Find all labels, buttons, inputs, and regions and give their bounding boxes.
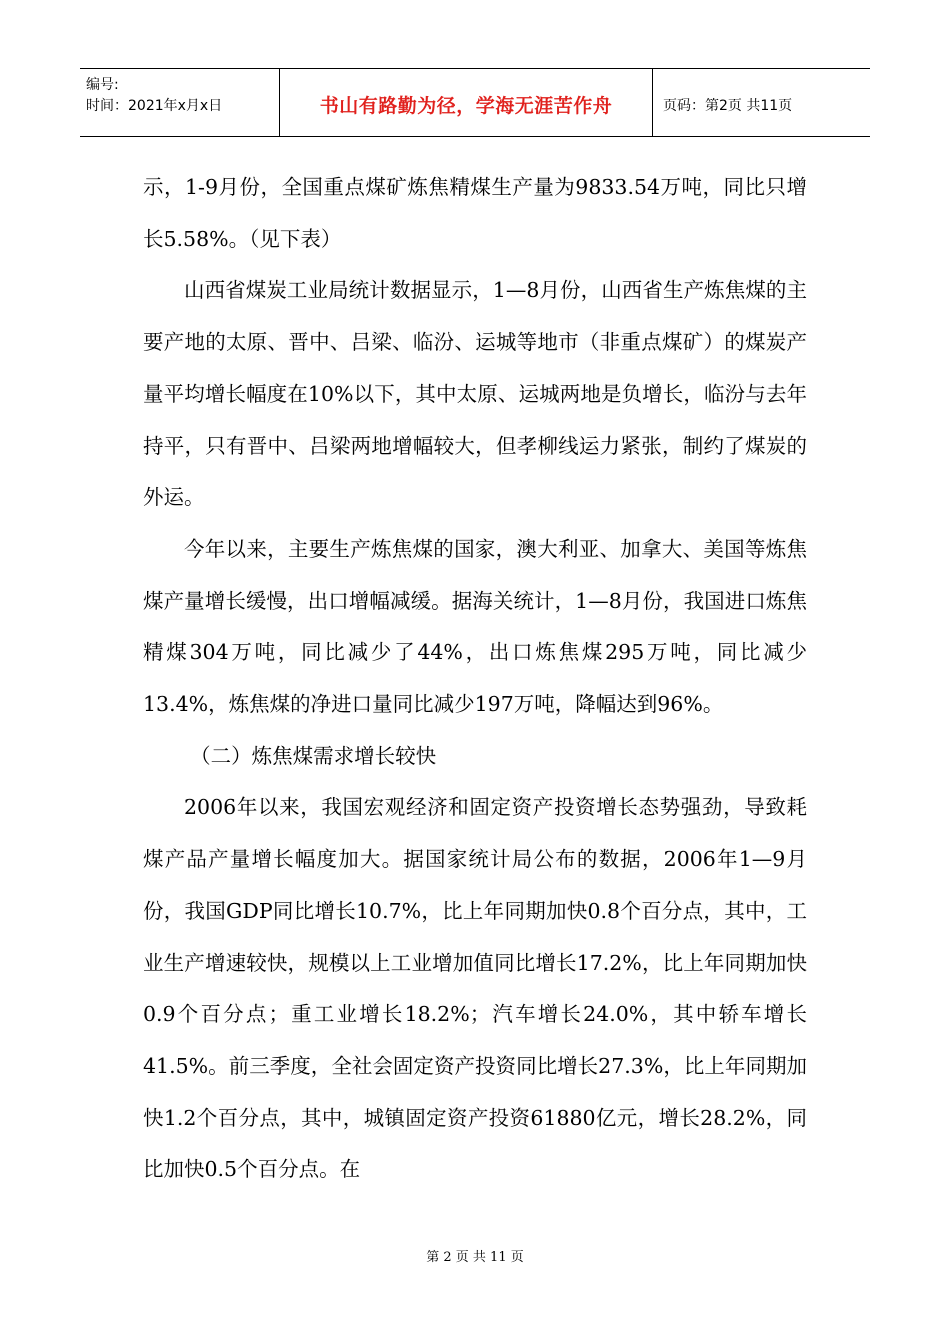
header-meta	[80, 69, 280, 136]
header-page-info: 页码：第2页 共11页	[663, 97, 793, 114]
page-header	[80, 68, 870, 137]
document-time-label: 时间：2021年x月x日	[86, 98, 223, 114]
paragraph-import-export: 今年以来，主要生产炼焦煤的国家，澳大利亚、加拿大、美国等炼焦煤产量增长缓慢，出口增幅减缓。据海关统计，1—8月份，我国进口炼焦精煤304万吨，同比减少了44%，出口炼焦煤295万吨，同比减少13.4%，炼焦煤的净进口量同比减少197万吨，降幅达到96%。	[143, 536, 807, 717]
paragraph-continuation: 示，1-9月份，全国重点煤矿炼焦精煤生产量为9833.54万吨，同比只增长5.58%。（见下表）	[143, 175, 807, 251]
page-footer: 第 2 页 共 11 页	[426, 1250, 524, 1265]
section-heading-demand: （二）炼焦煤需求增长较快	[190, 743, 437, 768]
document-body	[143, 162, 807, 1196]
paragraph-shanxi-production: 山西省煤炭工业局统计数据显示，1—8月份，山西省生产炼焦煤的主要产地的太原、晋中、吕梁、临汾、运城等地市（非重点煤矿）的煤炭产量平均增长幅度在10%以下，其中太原、运城两地是负增长，临汾与去年持平，只有晋中、吕梁两地增幅较大，但孝柳线运力紧张，制约了煤炭的外运。	[143, 278, 807, 510]
header-motto: 书山有路勤为径，学海无涯苦作舟	[280, 69, 653, 136]
paragraph-macro-economy: 2006年以来，我国宏观经济和固定资产投资增长态势强劲，导致耗煤产品产量增长幅度加大。据国家统计局公布的数据，2006年1—9月份，我国GDP同比增长10.7%，比上年同期加快0.8个百分点，其中，工业生产增速较快，规模以上工业增加值同比增长17.2%，比上年同期加快0.9个百分点；重工业增长18.2%；汽车增长24.0%，其中轿车增长41.5%。前三季度，全社会固定资产投资同比增长27.3%，比上年同期加快1.2个百分点，其中，城镇固定资产投资61880亿元，增长28.2%，同比加快0.5个百分点。在	[143, 795, 807, 1182]
document-number-label: 编号:	[86, 77, 119, 93]
